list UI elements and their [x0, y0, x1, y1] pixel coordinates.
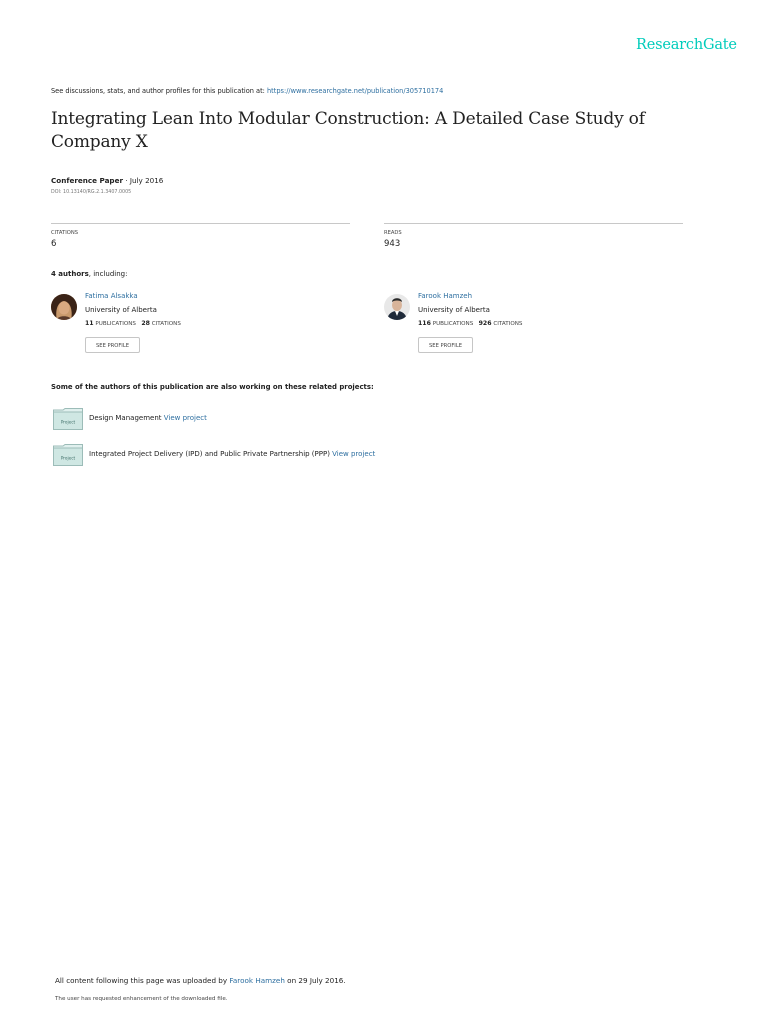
reads-label: READS: [384, 230, 402, 236]
enhancement-note: The user has requested enhancement of the downloaded file.: [55, 996, 228, 1002]
publication-url-link[interactable]: https://www.researchgate.net/publication/305710174: [267, 87, 444, 95]
discussion-line: [51, 87, 443, 95]
author-citations-count: 926: [478, 320, 492, 327]
publication-title: Integrating Lean Into Modular Construction: A Detailed Case Study of Company X: [51, 109, 645, 152]
author-photo-icon: [384, 294, 410, 320]
author-institution: University of Alberta: [85, 306, 157, 314]
publications-label: PUBLICATIONS: [432, 321, 474, 327]
related-projects-heading: Some of the authors of this publication are also working on these related projects:: [51, 383, 374, 391]
project-folder-label: Project: [60, 419, 76, 425]
reads-value: 943: [384, 239, 401, 249]
date-separator: ·: [123, 176, 130, 185]
author-stats: [85, 320, 181, 327]
project-entry: [89, 450, 375, 458]
author-name-link[interactable]: Farook Hamzeh: [418, 292, 473, 300]
upload-info: [55, 976, 346, 985]
project-name: Design Management: [89, 414, 164, 422]
view-project-link[interactable]: View project: [163, 414, 207, 422]
view-project-link[interactable]: View project: [332, 450, 376, 458]
upload-suffix: on 29 July 2016.: [284, 976, 346, 985]
publications-count: 116: [418, 320, 431, 327]
publication-type: Conference Paper: [51, 176, 123, 185]
uploader-link[interactable]: Farook Hamzeh: [229, 976, 285, 985]
authors-count: 4 authors: [51, 270, 89, 278]
see-profile-button[interactable]: SEE PROFILE: [418, 337, 473, 353]
author-card: [51, 292, 311, 362]
avatar[interactable]: [51, 294, 77, 320]
list-item: [51, 444, 651, 468]
reads-divider: [384, 223, 683, 224]
authors-suffix: , including:: [88, 270, 128, 278]
author-institution: University of Alberta: [418, 306, 490, 314]
project-entry: [89, 414, 207, 422]
project-folder-icon: [53, 408, 83, 430]
author-stats: [418, 320, 522, 327]
authors-heading: [51, 270, 127, 278]
publications-label: PUBLICATIONS: [95, 321, 136, 327]
avatar[interactable]: [384, 294, 410, 320]
project-folder-label: Project: [60, 455, 76, 461]
author-photo-icon: [51, 294, 77, 320]
author-citations-label: CITATIONS: [493, 321, 523, 327]
project-folder-icon: [53, 444, 83, 466]
list-item: [51, 408, 651, 432]
author-citations-label: CITATIONS: [151, 321, 181, 327]
citations-label: CITATIONS: [51, 230, 79, 236]
publication-type-line: [51, 176, 163, 185]
publication-doi: DOI: 10.13140/RG.2.1.3407.0005: [51, 190, 132, 195]
citations-divider: [51, 223, 350, 224]
citations-value: 6: [51, 239, 57, 249]
see-profile-button[interactable]: SEE PROFILE: [85, 337, 140, 353]
author-name-link[interactable]: Fatima Alsakka: [85, 292, 138, 300]
discussion-text: See discussions, stats, and author profiles for this publication at:: [51, 87, 267, 95]
author-card: [384, 292, 644, 362]
publication-date: July 2016: [129, 176, 164, 185]
upload-prefix: All content following this page was uploaded by: [55, 976, 230, 985]
author-citations-count: 28: [141, 320, 150, 327]
researchgate-logo[interactable]: ResearchGate: [636, 37, 737, 53]
project-name: Integrated Project Delivery (IPD) and Public Private Partnership (PPP): [89, 450, 333, 458]
publications-count: 11: [85, 320, 94, 327]
